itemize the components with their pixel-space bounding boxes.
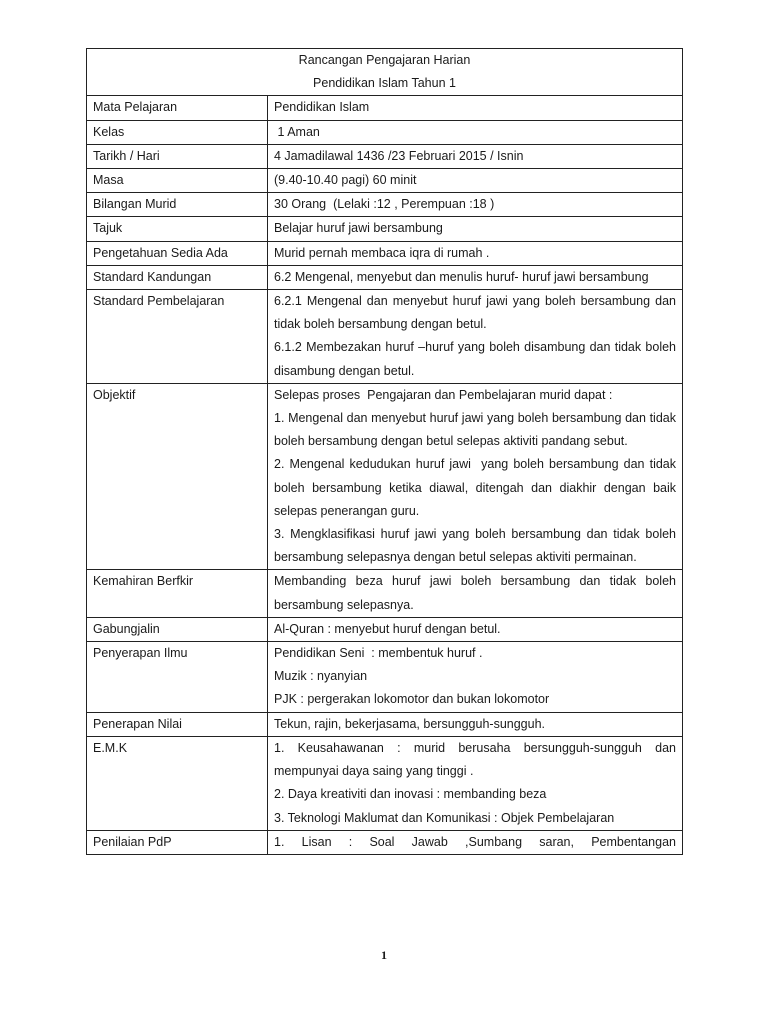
table-row — [87, 383, 683, 570]
row-value — [268, 642, 683, 713]
penyerapan-item: Pendidikan Seni : membentuk huruf . — [274, 646, 483, 661]
document-title — [87, 49, 683, 96]
row-value — [268, 383, 683, 570]
table-row — [87, 265, 683, 289]
row-label: Mata Pelajaran — [87, 96, 268, 120]
row-label: Bilangan Murid — [87, 193, 268, 217]
table-row — [87, 144, 683, 168]
penyerapan-item: PJK : pergerakan lokomotor dan bukan lokomotor — [274, 692, 550, 707]
row-value: 1. Lisan : Soal Jawab ,Sumbang saran, Pembentangan — [268, 830, 683, 854]
objektif-intro: Selepas proses Pengajaran dan Pembelajaran murid dapat : — [274, 387, 613, 402]
row-label: Objektif — [87, 383, 268, 570]
lesson-plan-table — [86, 48, 683, 855]
row-label: Penilaian PdP — [87, 830, 268, 854]
page-number: 1 — [381, 948, 387, 962]
row-value: Murid pernah membaca iqra di rumah . — [268, 241, 683, 265]
row-label: Tarikh / Hari — [87, 144, 268, 168]
standard-pembelajaran-item: 6.2.1 Mengenal dan menyebut huruf jawi yang boleh bersambung dan tidak boleh bersambung dengan betul. — [274, 294, 676, 332]
standard-pembelajaran-item: 6.1.2 Membezakan huruf –huruf yang boleh disambung dan tidak boleh disambung dengan betul. — [274, 340, 676, 378]
table-row — [87, 642, 683, 713]
table-row — [87, 217, 683, 241]
table-row — [87, 712, 683, 736]
table-row — [87, 830, 683, 854]
row-value — [268, 290, 683, 384]
kelas-value: 1 Aman — [277, 124, 320, 139]
objektif-item: 1. Mengenal dan menyebut huruf jawi yang boleh bersambung dan tidak boleh bersambung dengan betul selepas aktiviti pandang sebut. — [274, 411, 676, 449]
table-row — [87, 290, 683, 384]
title-line-1: Rancangan Pengajaran Harian — [298, 53, 471, 67]
emk-item: 3. Teknologi Maklumat dan Komunikasi : Objek Pembelajaran — [274, 810, 615, 825]
row-label: Kelas — [87, 120, 268, 144]
table-row — [87, 241, 683, 265]
table-row — [87, 169, 683, 193]
row-value: Tekun, rajin, bekerjasama, bersungguh-sungguh. — [268, 712, 683, 736]
row-label: Kemahiran Berfkir — [87, 570, 268, 617]
objektif-item: 2. Mengenal kedudukan huruf jawi yang boleh bersambung dan tidak boleh bersambung ketika diawal, ditengah dan diakhir dengan baik selepas penerangan guru. — [274, 457, 680, 518]
row-value: 30 Orang (Lelaki :12 , Perempuan :18 ) — [268, 193, 683, 217]
emk-item: 2. Daya kreativiti dan inovasi : membanding beza — [274, 787, 547, 802]
row-value: Belajar huruf jawi bersambung — [268, 217, 683, 241]
row-value — [268, 736, 683, 830]
row-value — [268, 120, 683, 144]
row-value: Pendidikan Islam — [268, 96, 683, 120]
table-row — [87, 570, 683, 617]
table-row — [87, 96, 683, 120]
row-value: Al-Quran : menyebut huruf dengan betul. — [268, 617, 683, 641]
row-label: Tajuk — [87, 217, 268, 241]
table-row — [87, 193, 683, 217]
penyerapan-item: Muzik : nyanyian — [274, 669, 368, 684]
table-row — [87, 120, 683, 144]
objektif-item: 3. Mengklasifikasi huruf jawi yang boleh bersambung dan tidak boleh bersambung selepasnya dengan betul selepas aktiviti permainan. — [274, 527, 676, 565]
row-value: 4 Jamadilawal 1436 /23 Februari 2015 / Isnin — [268, 144, 683, 168]
row-label: Penyerapan Ilmu — [87, 642, 268, 713]
row-label: Standard Kandungan — [87, 265, 268, 289]
table-row — [87, 736, 683, 830]
row-label: Masa — [87, 169, 268, 193]
emk-item: 1. Keusahawanan : murid berusaha bersungguh-sungguh dan mempunyai daya saing yang tinggi . — [274, 740, 676, 779]
row-label: Standard Pembelajaran — [87, 290, 268, 384]
title-row — [87, 49, 683, 96]
title-line-2: Pendidikan Islam Tahun 1 — [313, 76, 456, 91]
row-label: Pengetahuan Sedia Ada — [87, 241, 268, 265]
row-label: E.M.K — [87, 736, 268, 830]
row-value: (9.40-10.40 pagi) 60 minit — [268, 169, 683, 193]
table-row — [87, 617, 683, 641]
row-label: Penerapan Nilai — [87, 712, 268, 736]
lesson-plan-page — [86, 48, 682, 855]
row-label: Gabungjalin — [87, 617, 268, 641]
row-value: 6.2 Mengenal, menyebut dan menulis huruf- huruf jawi bersambung — [268, 265, 683, 289]
row-value: Membanding beza huruf jawi boleh bersambung dan tidak boleh bersambung selepasnya. — [268, 570, 683, 617]
